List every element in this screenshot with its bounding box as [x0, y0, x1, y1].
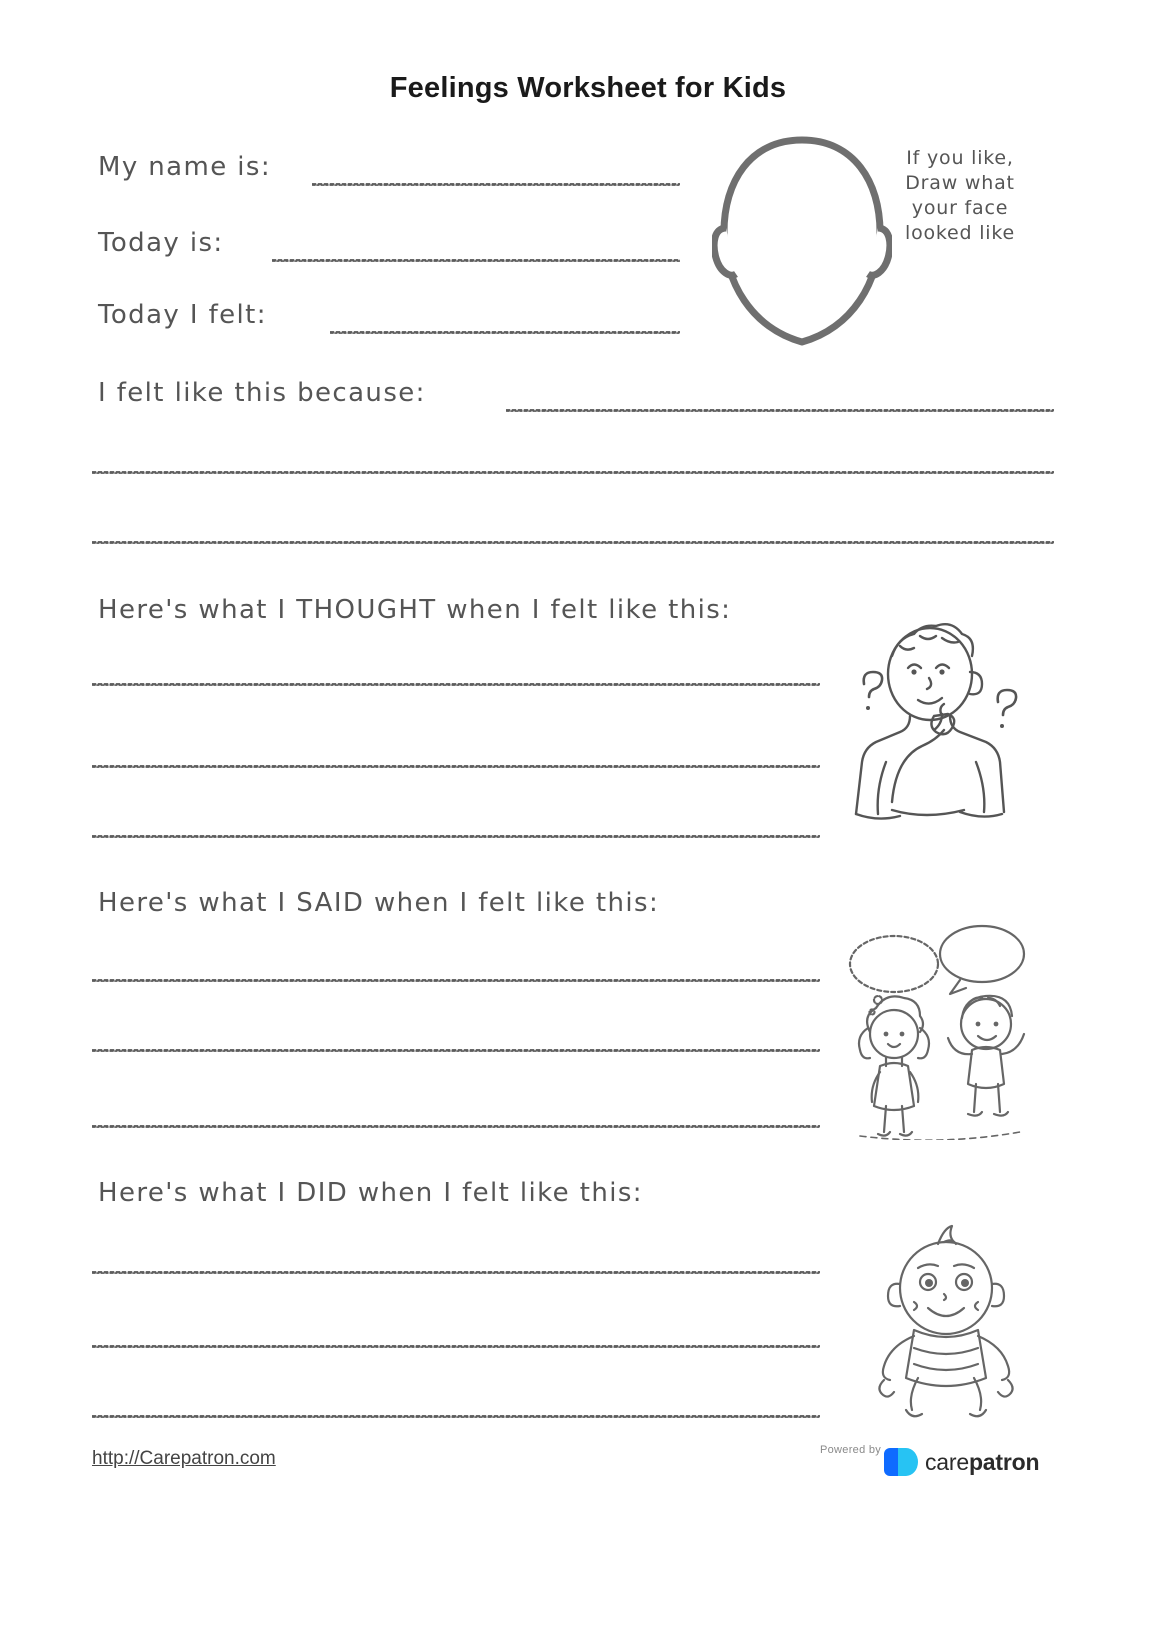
brand-bold: patron — [968, 1448, 1040, 1475]
face-prompt-line-4: looked like — [904, 222, 1016, 244]
happy-baby-illustration — [856, 1218, 1036, 1432]
face-prompt-line-1: If you like, — [906, 147, 1014, 169]
field-label-date: Today is: — [98, 228, 224, 258]
carepatron-wordmark — [925, 1449, 1039, 1476]
because-input-line-1[interactable] — [506, 408, 1054, 413]
said-line-2[interactable] — [92, 1048, 820, 1053]
field-label-name: My name is: — [98, 152, 272, 182]
face-prompt-line-3: your face — [911, 197, 1009, 219]
brand-light: care — [925, 1448, 969, 1475]
thought-line-3[interactable] — [92, 834, 820, 839]
carepatron-link[interactable]: http://Carepatron.com — [92, 1448, 276, 1469]
did-line-2[interactable] — [92, 1344, 820, 1349]
thought-line-1[interactable] — [92, 682, 820, 687]
face-prompt — [880, 146, 1040, 246]
page-title: Feelings Worksheet for Kids — [389, 72, 787, 104]
thought-line-2[interactable] — [92, 764, 820, 769]
carepatron-logo — [884, 1448, 1039, 1476]
did-line-1[interactable] — [92, 1270, 820, 1275]
because-input-line-2[interactable] — [92, 470, 1054, 475]
two-kids-speech-bubbles-illustration — [836, 922, 1036, 1144]
powered-by-label: Powered by — [820, 1444, 882, 1456]
face-outline-icon — [712, 132, 892, 357]
because-label: I felt like this because: — [98, 378, 426, 408]
said-line-3[interactable] — [92, 1124, 820, 1129]
face-prompt-line-2: Draw what — [905, 172, 1015, 194]
face-drawing-area[interactable] — [712, 132, 892, 357]
field-label-felt: Today I felt: — [98, 300, 267, 330]
section-heading-thought: Here's what I THOUGHT when I felt like this: — [98, 595, 732, 625]
field-input-name[interactable] — [312, 182, 680, 187]
thinking-boy-illustration — [830, 612, 1030, 861]
field-input-date[interactable] — [272, 258, 680, 263]
section-heading-said: Here's what I SAID when I felt like this: — [98, 888, 660, 918]
field-input-felt[interactable] — [330, 330, 680, 335]
said-line-1[interactable] — [92, 978, 820, 983]
because-input-line-3[interactable] — [92, 540, 1054, 545]
did-line-3[interactable] — [92, 1414, 820, 1419]
section-heading-did: Here's what I DID when I felt like this: — [98, 1178, 643, 1208]
carepatron-mark-icon — [884, 1448, 918, 1476]
